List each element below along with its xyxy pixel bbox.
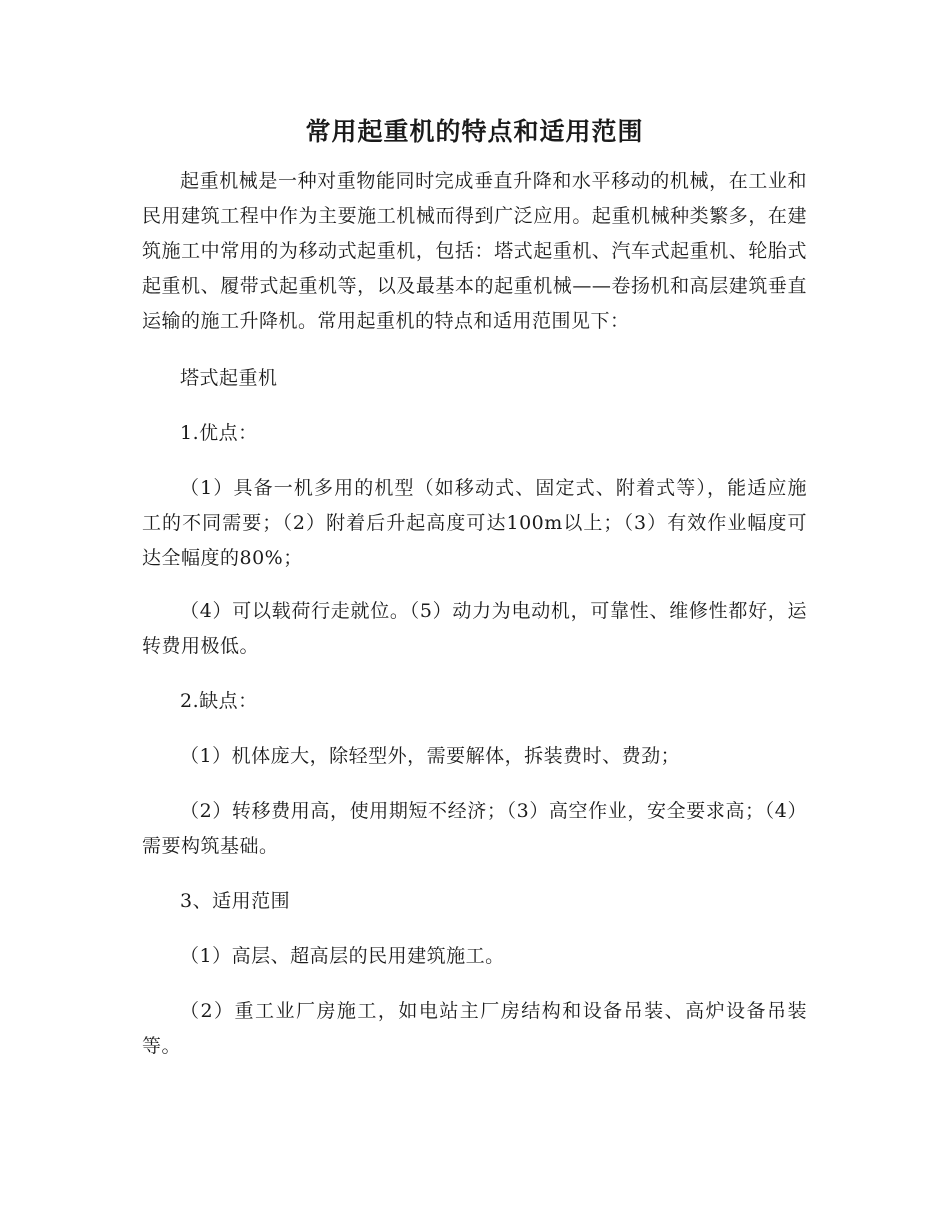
advantages-paragraph-2: （4）可以载荷行走就位。（5）动力为电动机，可靠性、维修性都好，运转费用极低。 (142, 600, 807, 657)
document-title: 常用起重机的特点和适用范围 (305, 117, 644, 146)
disadvantages-paragraph-1: （1）机体庞大，除轻型外，需要解体，拆装费时、费劲； (180, 745, 681, 767)
intro-paragraph: 起重机械是一种对重物能同时完成垂直升降和水平移动的机械，在工业和民用建筑工程中作为主要施工机械而得到广泛应用。起重机械种类繁多，在建筑施工中常用的为移动式起重机，包括：塔式起重机、汽车式起重机、轮胎式起重机、履带式起重机等，以及最基本的起重机械——卷扬机和高层建筑垂直运输的施工升降机。常用起重机的特点和适用范围见下： (142, 170, 807, 332)
scope-item-1: （1）高层、超高层的民用建筑施工。 (180, 945, 505, 967)
section-heading-tower-crane: 塔式起重机 (180, 367, 278, 389)
subheading-scope: 3、适用范围 (180, 890, 291, 912)
subheading-disadvantages: 2.缺点： (180, 690, 258, 712)
disadvantages-paragraph-2: （2）转移费用高，使用期短不经济；（3）高空作业，安全要求高；（4）需要构筑基础。 (142, 800, 807, 857)
scope-item-2: （2）重工业厂房施工，如电站主厂房结构和设备吊装、高炉设备吊装等。 (142, 1000, 807, 1057)
advantages-paragraph-1: （1）具备一机多用的机型（如移动式、固定式、附着式等），能适应施工的不同需要；（2）附着后升起高度可达100m以上；（3）有效作业幅度可达全幅度的80%； (142, 477, 807, 569)
document-page (142, 112, 807, 1084)
subheading-advantages: 1.优点： (180, 422, 258, 444)
